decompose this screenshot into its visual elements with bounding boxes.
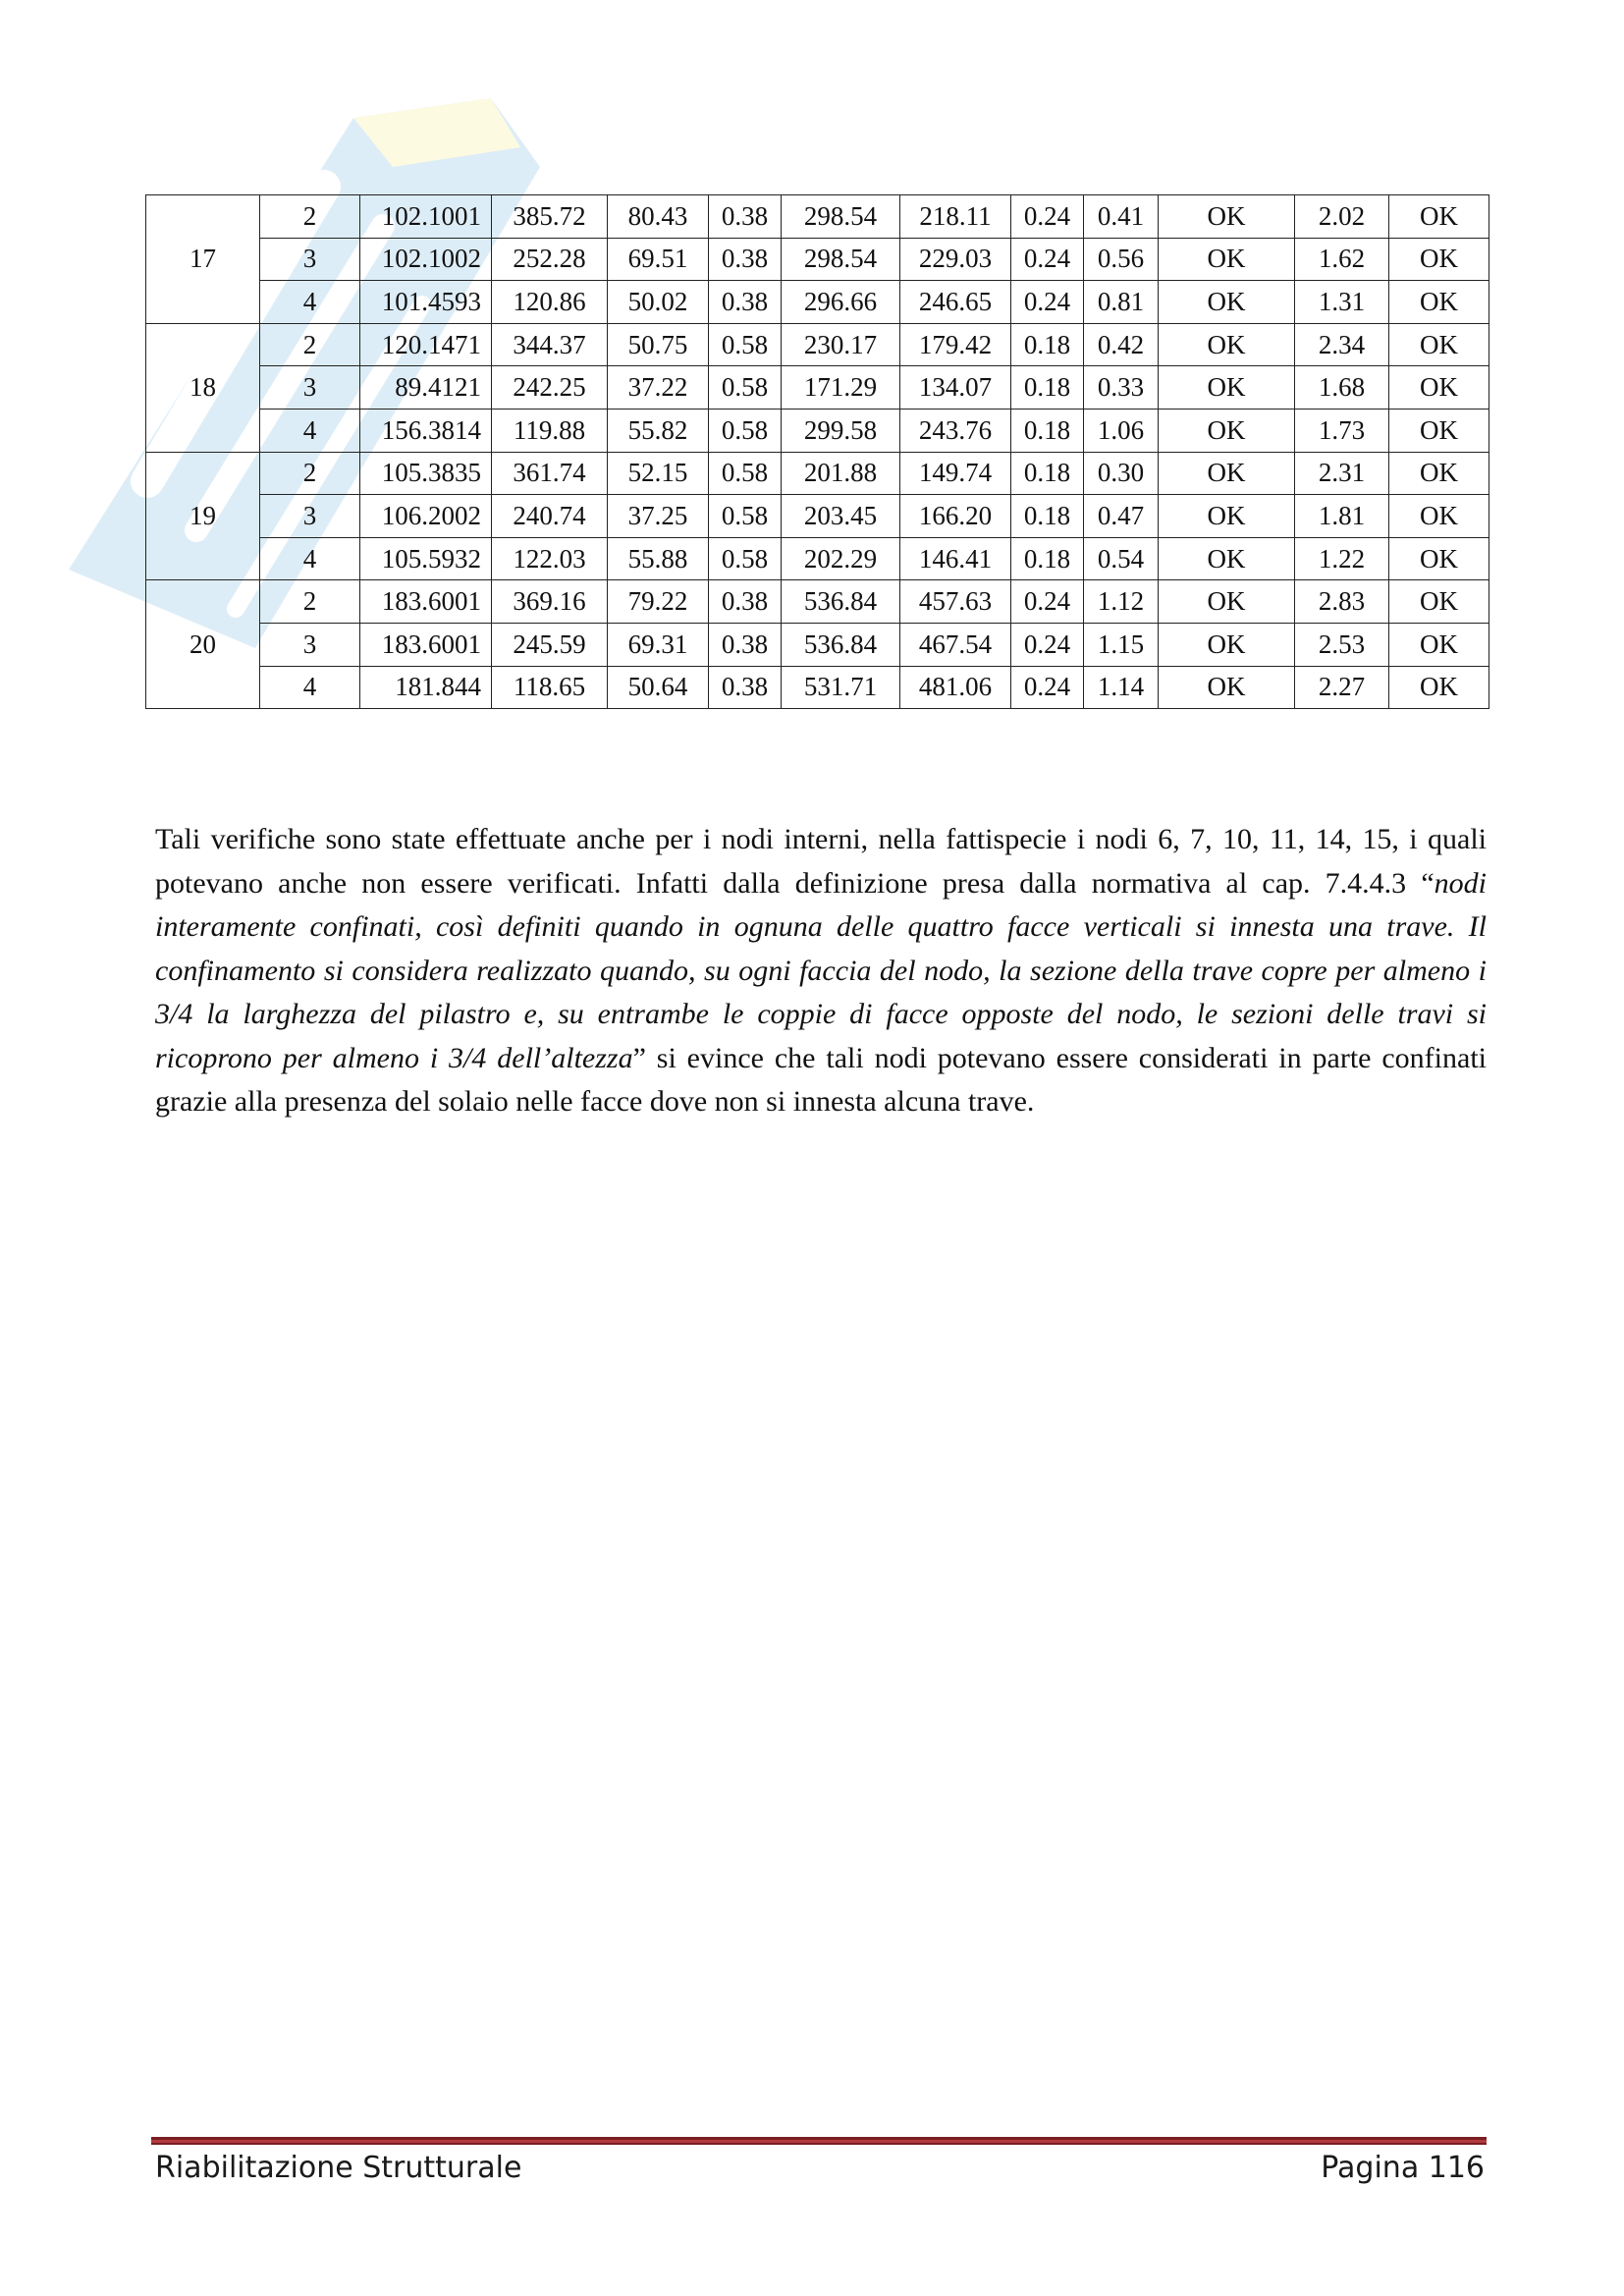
table-cell: 119.88: [492, 409, 608, 452]
table-cell: 2.27: [1295, 666, 1389, 709]
table-cell: 79.22: [608, 580, 709, 624]
table-cell: 166.20: [900, 495, 1011, 538]
footer-rule: [151, 2137, 1487, 2145]
table-cell: 0.56: [1084, 238, 1159, 281]
table-cell: 37.22: [608, 366, 709, 410]
table-cell: 179.42: [900, 323, 1011, 366]
table-cell: 202.29: [782, 537, 900, 580]
table-cell: 252.28: [492, 238, 608, 281]
table-cell: 229.03: [900, 238, 1011, 281]
table-row: [146, 281, 1489, 324]
table-cell: 120.86: [492, 281, 608, 324]
table-cell: 2.02: [1295, 195, 1389, 239]
table-cell: 536.84: [782, 623, 900, 666]
table-cell: 2.31: [1295, 452, 1389, 495]
table-cell: OK: [1159, 366, 1295, 410]
table-cell: OK: [1159, 452, 1295, 495]
table-row: [146, 366, 1489, 410]
table-cell: 134.07: [900, 366, 1011, 410]
table-cell: 171.29: [782, 366, 900, 410]
table-cell: 369.16: [492, 580, 608, 624]
table-cell: OK: [1389, 366, 1489, 410]
table-cell: OK: [1389, 495, 1489, 538]
paragraph-outro: ” si evince che tali nodi potevano essere considerati in parte confinati grazie alla presenza del solaio nelle facce dove non si innesta alcuna trave.: [155, 1041, 1487, 1118]
table-cell: 118.65: [492, 666, 608, 709]
table-cell: 230.17: [782, 323, 900, 366]
table-cell: 102.1001: [360, 195, 492, 239]
table-cell: 2: [260, 323, 360, 366]
paragraph-quote: nodi interamente confinati, così definiti quando in ognuna delle quattro facce verticali si innesta una trave. Il confinamento si considera realizzato quando, su ogni faccia del nodo, la sezione della trave copre per almeno i 3/4 la larghezza del pilastro e, su entrambe le coppie di facce opposte del nodo, le sezioni delle travi si ricoprono per almeno i 3/4 dell’altezza: [155, 866, 1487, 1074]
table-cell: 0.47: [1084, 495, 1159, 538]
table-cell: 1.22: [1295, 537, 1389, 580]
table-row: [146, 409, 1489, 452]
table-cell: 1.15: [1084, 623, 1159, 666]
table-cell: 0.58: [709, 323, 782, 366]
table-cell: 146.41: [900, 537, 1011, 580]
table-cell: 296.66: [782, 281, 900, 324]
table-cell: OK: [1159, 495, 1295, 538]
table-cell: 0.18: [1011, 323, 1084, 366]
table-row: [146, 452, 1489, 495]
table-cell: 55.82: [608, 409, 709, 452]
table-cell: 0.38: [709, 238, 782, 281]
table-cell: 37.25: [608, 495, 709, 538]
table-cell: 0.58: [709, 409, 782, 452]
table-cell: 69.51: [608, 238, 709, 281]
table-cell: 106.2002: [360, 495, 492, 538]
table-cell: 1.68: [1295, 366, 1389, 410]
table-cell: 2: [260, 452, 360, 495]
table-cell: 0.38: [709, 580, 782, 624]
table-cell: 1.12: [1084, 580, 1159, 624]
table-cell: 0.18: [1011, 366, 1084, 410]
table-cell: OK: [1159, 281, 1295, 324]
footer-title: Riabilitazione Strutturale: [155, 2151, 522, 2185]
table-cell: OK: [1389, 238, 1489, 281]
table-cell: 52.15: [608, 452, 709, 495]
body-paragraph: [155, 818, 1487, 1124]
table-cell: 0.58: [709, 537, 782, 580]
table-cell: 1.14: [1084, 666, 1159, 709]
table-cell: 531.71: [782, 666, 900, 709]
node-id-cell: 18: [146, 323, 260, 452]
table-cell: OK: [1159, 623, 1295, 666]
verification-table: [145, 194, 1489, 709]
table-body: [146, 195, 1489, 709]
table-cell: 0.18: [1011, 452, 1084, 495]
table-cell: OK: [1389, 452, 1489, 495]
table-cell: 218.11: [900, 195, 1011, 239]
table-cell: 536.84: [782, 580, 900, 624]
table-cell: OK: [1389, 323, 1489, 366]
table-cell: 3: [260, 238, 360, 281]
table-cell: 385.72: [492, 195, 608, 239]
table-cell: 0.30: [1084, 452, 1159, 495]
table-cell: 240.74: [492, 495, 608, 538]
table-cell: 0.18: [1011, 495, 1084, 538]
table-cell: 1.31: [1295, 281, 1389, 324]
table-row: [146, 623, 1489, 666]
table-cell: OK: [1159, 195, 1295, 239]
table-cell: 0.24: [1011, 580, 1084, 624]
table-cell: OK: [1159, 323, 1295, 366]
table-cell: 361.74: [492, 452, 608, 495]
table-cell: 181.844: [360, 666, 492, 709]
table-cell: 2.34: [1295, 323, 1389, 366]
table-cell: 2: [260, 580, 360, 624]
table-cell: 344.37: [492, 323, 608, 366]
table-cell: 3: [260, 623, 360, 666]
table-cell: OK: [1389, 580, 1489, 624]
table-cell: 242.25: [492, 366, 608, 410]
node-id-cell: 19: [146, 452, 260, 580]
table-cell: 0.42: [1084, 323, 1159, 366]
table-cell: OK: [1159, 537, 1295, 580]
table-cell: 0.38: [709, 195, 782, 239]
table-cell: 0.18: [1011, 409, 1084, 452]
table-cell: 203.45: [782, 495, 900, 538]
table-cell: 183.6001: [360, 623, 492, 666]
table-cell: 69.31: [608, 623, 709, 666]
table-row: [146, 238, 1489, 281]
table-cell: 183.6001: [360, 580, 492, 624]
table-row: [146, 195, 1489, 239]
table-row: [146, 323, 1489, 366]
table-cell: OK: [1389, 195, 1489, 239]
table-row: [146, 495, 1489, 538]
table-cell: 0.24: [1011, 666, 1084, 709]
table-cell: 0.58: [709, 366, 782, 410]
table-cell: 89.4121: [360, 366, 492, 410]
table-cell: OK: [1159, 409, 1295, 452]
table-cell: 0.24: [1011, 238, 1084, 281]
table-cell: 55.88: [608, 537, 709, 580]
table-cell: 298.54: [782, 195, 900, 239]
node-id-cell: 20: [146, 580, 260, 709]
table-cell: 156.3814: [360, 409, 492, 452]
table-cell: 80.43: [608, 195, 709, 239]
table-cell: 149.74: [900, 452, 1011, 495]
table-cell: 0.38: [709, 623, 782, 666]
table-cell: 457.63: [900, 580, 1011, 624]
table-cell: 243.76: [900, 409, 1011, 452]
table-cell: 0.81: [1084, 281, 1159, 324]
paragraph-intro: Tali verifiche sono state effettuate anche per i nodi interni, nella fattispecie i nodi 6, 7, 10, 11, 14, 15, i quali potevano anche non essere verificati. Infatti dalla definizione presa dalla normativa al cap. 7.4.4.3 “: [155, 823, 1487, 900]
table-cell: 246.65: [900, 281, 1011, 324]
table-cell: OK: [1159, 580, 1295, 624]
table-cell: 467.54: [900, 623, 1011, 666]
table-cell: 481.06: [900, 666, 1011, 709]
table-cell: 50.75: [608, 323, 709, 366]
table-cell: 4: [260, 281, 360, 324]
table-cell: 101.4593: [360, 281, 492, 324]
table-cell: 201.88: [782, 452, 900, 495]
table-cell: 0.54: [1084, 537, 1159, 580]
table-cell: 0.58: [709, 452, 782, 495]
table-cell: 2.53: [1295, 623, 1389, 666]
table-row: [146, 666, 1489, 709]
table-cell: 3: [260, 495, 360, 538]
page-number: Pagina 116: [1321, 2151, 1485, 2185]
table-cell: 0.33: [1084, 366, 1159, 410]
table-cell: 50.02: [608, 281, 709, 324]
table-cell: 122.03: [492, 537, 608, 580]
table-cell: OK: [1389, 409, 1489, 452]
table-cell: 0.58: [709, 495, 782, 538]
table-cell: OK: [1159, 238, 1295, 281]
table-row: [146, 537, 1489, 580]
table-cell: 2.83: [1295, 580, 1389, 624]
node-id-cell: 17: [146, 195, 260, 324]
table-cell: 4: [260, 666, 360, 709]
table-row: [146, 580, 1489, 624]
table-cell: 1.62: [1295, 238, 1389, 281]
table-cell: 105.3835: [360, 452, 492, 495]
table-cell: 4: [260, 409, 360, 452]
table-cell: 1.06: [1084, 409, 1159, 452]
table-cell: 0.41: [1084, 195, 1159, 239]
table-cell: 50.64: [608, 666, 709, 709]
table-cell: 3: [260, 366, 360, 410]
table-cell: 0.38: [709, 281, 782, 324]
table-cell: 298.54: [782, 238, 900, 281]
table-cell: 299.58: [782, 409, 900, 452]
table-cell: 1.73: [1295, 409, 1389, 452]
table-cell: 4: [260, 537, 360, 580]
table-cell: OK: [1389, 281, 1489, 324]
table-cell: OK: [1389, 623, 1489, 666]
table-cell: 102.1002: [360, 238, 492, 281]
table-cell: 0.24: [1011, 623, 1084, 666]
table-cell: 120.1471: [360, 323, 492, 366]
table-cell: 2: [260, 195, 360, 239]
table-cell: 0.18: [1011, 537, 1084, 580]
table-cell: 1.81: [1295, 495, 1389, 538]
table-cell: 0.24: [1011, 195, 1084, 239]
table-cell: OK: [1389, 666, 1489, 709]
table-cell: 0.24: [1011, 281, 1084, 324]
table-cell: 105.5932: [360, 537, 492, 580]
table-cell: OK: [1159, 666, 1295, 709]
table-cell: 0.38: [709, 666, 782, 709]
table-cell: OK: [1389, 537, 1489, 580]
table-cell: 245.59: [492, 623, 608, 666]
